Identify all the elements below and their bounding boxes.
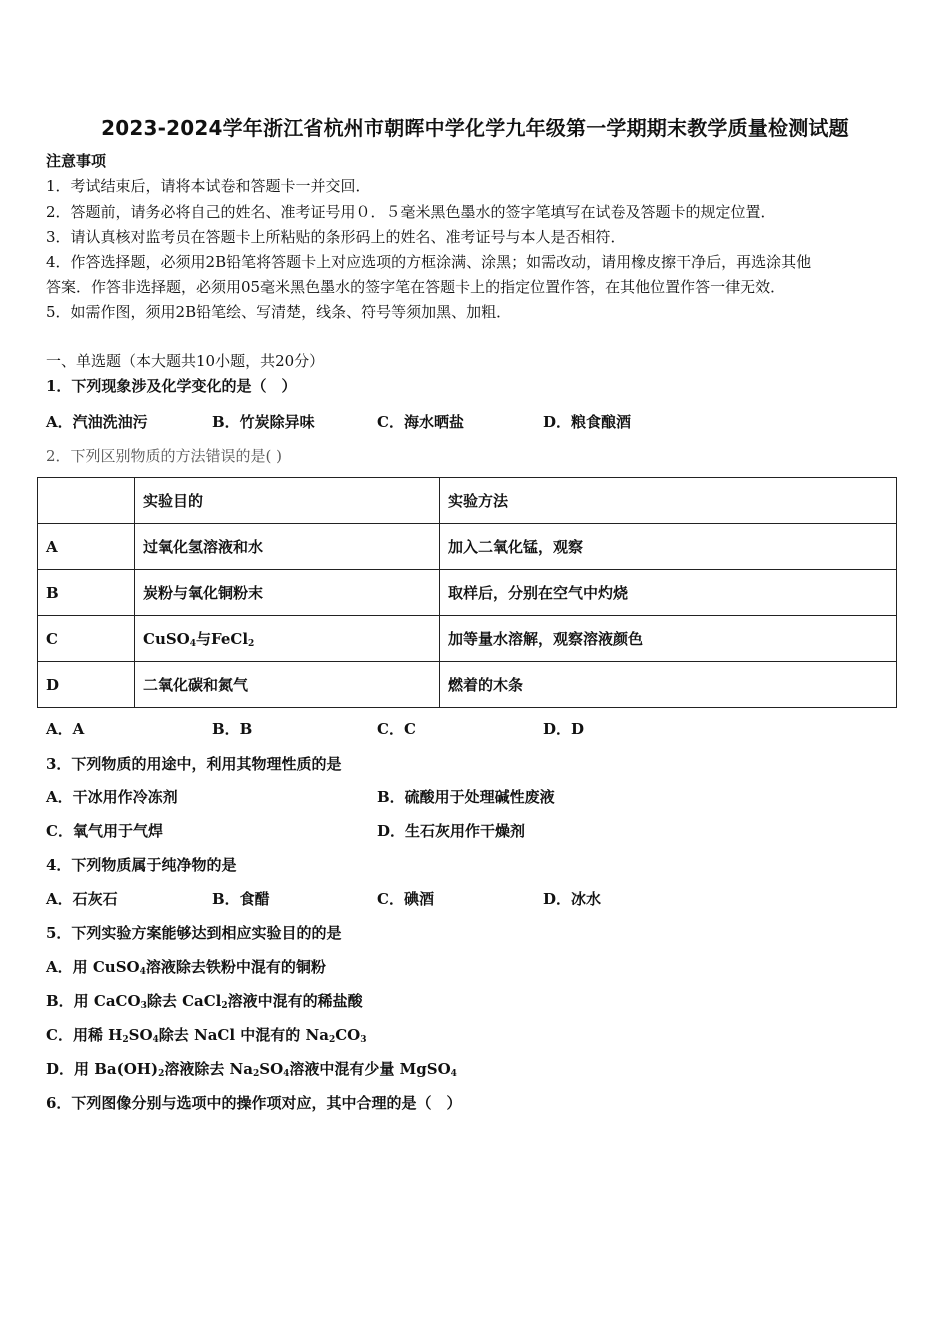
table-header-cell: 实验方法: [440, 478, 897, 524]
table-row: [38, 524, 897, 570]
row-label: A: [38, 524, 135, 570]
subscript: 3: [140, 1001, 147, 1011]
q6-stem: 6．下列图像分别与选项中的操作项对应，其中合理的是（ ）: [46, 1094, 462, 1112]
row-method: 燃着的木条: [440, 662, 897, 708]
q2-option-d: D．D: [543, 720, 585, 738]
q1-option-c: C．海水晒盐: [377, 413, 464, 431]
subscript: 2: [221, 1001, 228, 1011]
q3-option-d: D．生石灰用作干燥剂: [377, 822, 526, 840]
notice-item-3: 3．请认真核对监考员在答题卡上所粘贴的条形码上的姓名、准考证号与本人是否相符．: [46, 228, 626, 246]
q1-stem: 1．下列现象涉及化学变化的是（ ）: [46, 377, 297, 395]
subscript: 2: [252, 1069, 260, 1079]
q5-option-d: [46, 1059, 457, 1079]
q4-stem: 4．下列物质属于纯净物的是: [46, 856, 237, 874]
option-text: CO: [335, 1026, 361, 1044]
option-text: 除去 CaCl: [146, 992, 222, 1010]
q1-option-d: D．粮食酿酒: [543, 413, 632, 431]
exam-title: 2023-2024学年浙江省杭州市朝晖中学化学九年级第一学期期末教学质量检测试题: [101, 116, 849, 140]
option-text: 溶液中混有的稀盐酸: [227, 992, 363, 1010]
q5-option-c: [46, 1025, 367, 1045]
q3-option-c: C．氧气用于气焊: [46, 822, 163, 840]
option-text: 除去 NaCl 中混有的 Na: [158, 1026, 329, 1044]
table-header-cell: 实验目的: [135, 478, 440, 524]
option-text: 溶液除去 Na: [164, 1060, 253, 1078]
notice-item-4: 4．作答选择题，必须用2B铅笔将答题卡上对应选项的方框涂满、涂黑；如需改动，请用橡皮擦干净后，再选涂其他: [46, 253, 812, 271]
option-text: 溶液中混有少量 MgSO: [289, 1060, 451, 1078]
row-label: C: [38, 616, 135, 662]
q4-option-a: A．石灰石: [46, 890, 118, 908]
subscript: 2: [158, 1069, 165, 1079]
subscript: 4: [189, 639, 197, 649]
row-purpose: [135, 616, 440, 662]
option-text: B．用 CaCO: [46, 992, 141, 1010]
q4-option-c: C．碘酒: [377, 890, 434, 908]
q3-option-a: A．干冰用作冷冻剂: [46, 788, 178, 806]
subscript: 4: [283, 1069, 290, 1079]
q2-option-a: A．A: [46, 720, 85, 738]
section-heading: 一、单选题（本大题共10小题，共20分）: [46, 352, 325, 370]
option-text: A．用 CuSO: [46, 958, 140, 976]
subscript: 4: [139, 967, 146, 977]
notice-item-4-cont: 答案．作答非选择题，必须用05毫米黑色墨水的签字笔在答题卡上的指定位置作答，在其他位置作答一律无效．: [46, 278, 786, 296]
table-row: [38, 570, 897, 616]
subscript: 2: [122, 1035, 129, 1045]
q2-stem: 2．下列区别物质的方法错误的是( ): [46, 447, 283, 465]
option-text: SO: [259, 1060, 284, 1078]
q1-option-a: A．汽油洗油污: [46, 413, 148, 431]
formula-text: 与FeCl: [196, 630, 249, 648]
row-method: 取样后，分别在空气中灼烧: [440, 570, 897, 616]
q5-stem: 5．下列实验方案能够达到相应实验目的的是: [46, 924, 342, 942]
row-method: 加等量水溶解，观察溶液颜色: [440, 616, 897, 662]
table-header-row: [38, 478, 897, 524]
subscript: 2: [248, 639, 255, 649]
option-text: D．用 Ba(OH): [46, 1060, 159, 1078]
option-text: C．用稀 H: [46, 1026, 123, 1044]
row-purpose: 炭粉与氧化铜粉末: [135, 570, 440, 616]
q4-option-d: D．冰水: [543, 890, 602, 908]
row-label: B: [38, 570, 135, 616]
table-row: [38, 616, 897, 662]
notice-heading: 注意事项: [46, 152, 107, 170]
q2-option-b: B．B: [212, 720, 253, 738]
q3-stem: 3．下列物质的用途中，利用其物理性质的是: [46, 755, 342, 773]
notice-item-5: 5．如需作图，须用2B铅笔绘、写清楚，线条、符号等须加黑、加粗．: [46, 303, 512, 321]
q5-option-a: [46, 957, 326, 977]
notice-item-1: 1．考试结束后，请将本试卷和答题卡一并交回．: [46, 177, 371, 195]
notice-item-2: 2．答题前，请务必将自己的姓名、准考证号用０．５毫米黑色墨水的签字笔填写在试卷及答题卡的规定位置．: [46, 203, 776, 221]
q5-option-b: [46, 991, 363, 1011]
subscript: 2: [328, 1035, 336, 1045]
q2-option-c: C．C: [377, 720, 416, 738]
subscript: 4: [450, 1069, 457, 1079]
formula-text: CuSO: [143, 630, 190, 648]
row-label: D: [38, 662, 135, 708]
q1-option-b: B．竹炭除异味: [212, 413, 315, 431]
subscript: 3: [360, 1035, 367, 1045]
subscript: 4: [152, 1035, 159, 1045]
option-text: 溶液除去铁粉中混有的铜粉: [145, 958, 326, 976]
option-text: SO: [128, 1026, 153, 1044]
row-purpose: 过氧化氢溶液和水: [135, 524, 440, 570]
q4-option-b: B．食醋: [212, 890, 270, 908]
table-header-cell: [38, 478, 135, 524]
row-method: 加入二氧化锰，观察: [440, 524, 897, 570]
q3-option-b: B．硫酸用于处理碱性废液: [377, 788, 555, 806]
row-purpose: 二氧化碳和氮气: [135, 662, 440, 708]
table-row: [38, 662, 897, 708]
q2-table: [37, 477, 897, 708]
